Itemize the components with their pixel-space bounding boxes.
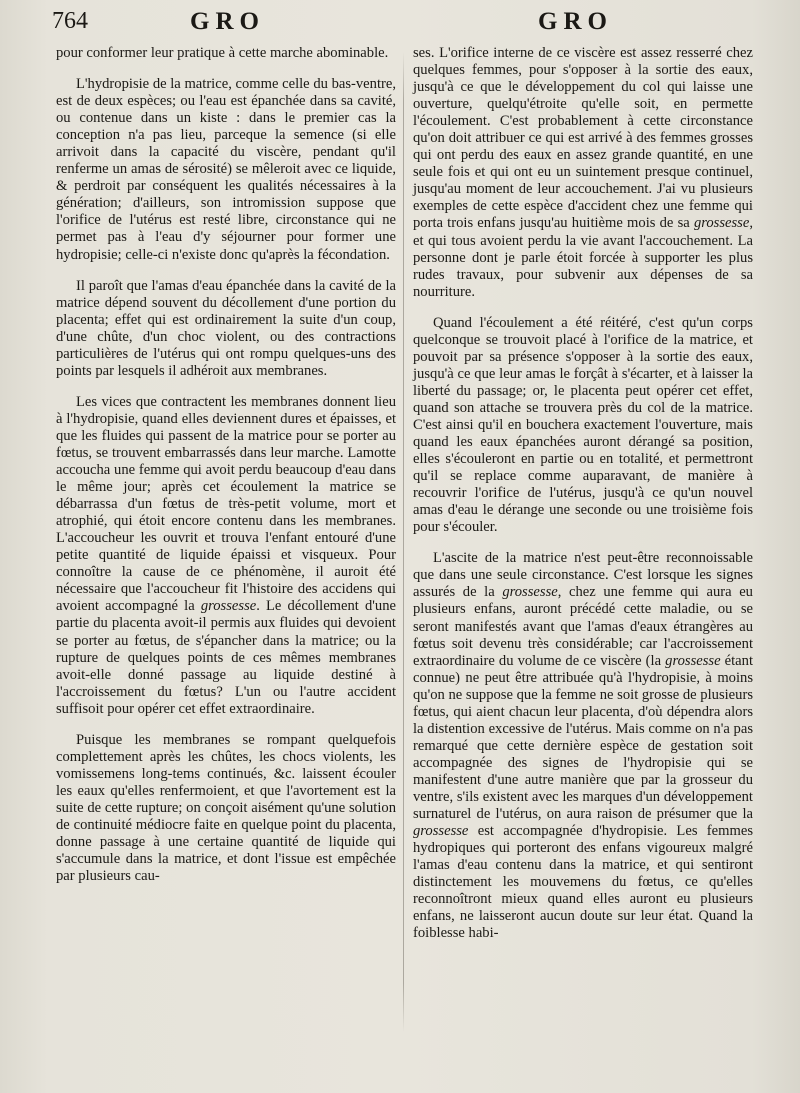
- text-run: , chez une femme qui aura eu plusieurs enfans, auront précédé cette maladie, ou se seront manifestés avant que l'amas d'eaux étrangères au fœtus soit devenu très considérable; car l'accroissement extraordinaire du volume de ce viscère (la: [413, 584, 753, 669]
- paragraph: L'hydropisie de la matrice, comme celle du bas-ventre, est de deux espèces; ou l'eau est épanchée dans sa cavité, ou contenue dans un kiste : dans le premier cas la conception n'a pas lieu, parceque la semence (si elle arrivoit dans la capacité du viscère, pendant qu'il renferme un amas de sérosité) se mêleroit avec ce liquide, & perdroit par conséquent les qualités nécessaires à la génération; d'ailleurs, son intromission suppose que l'orifice de l'utérus est resté libre, circonstance qui ne permet pas à l'eau d'y séjourner pour former une hydropisie; celle-ci n'existe donc qu'après la fécondation.: [56, 76, 396, 263]
- italic-term: grossesse: [665, 652, 721, 669]
- running-head-left: GRO: [190, 8, 265, 35]
- paragraph: [56, 394, 396, 718]
- paragraph: Il paroît que l'amas d'eau épanchée dans la cavité de la matrice dépend souvent du décollement d'une portion du placenta; effet qui est ordinairement la suite d'un coup, d'une chûte, d'un choc violent, ou des contractions particulières de l'utérus qui ont rompu quelques-uns des points par lesquels il adhéroit aux membranes.: [56, 277, 396, 379]
- text-run: L'ascite de la matrice n'est peut-être reconnoissable que dans une seule circonstance. C'est lorsque les signes assurés de la: [413, 550, 753, 601]
- italic-term: grossesse: [693, 215, 750, 232]
- text-run: ses. L'orifice interne de ce viscère est assez resserré chez quelques femmes, pour s'opposer à la sortie des eaux, jusqu'à ce que le développement du col qui laisse une ouverture, quelqu'étroite qu'elle soit, en permette l'écoulement. C'est probablement à cette circonstance qu'on doit attribuer ce qui est arrivé à des femmes grosses qui ont perdu des eaux en assez grande quantité, en une seule fois et qui ont eu un suintement presque continuel, jusqu'au moment de leur accouchement. J'ai vu plusieurs exemples de cette espèce d'accident chez une femme qui porta trois enfans jusqu'au huitième mois de sa: [413, 45, 753, 232]
- paragraph: [413, 550, 753, 942]
- text-run: , et qui tous avoient perdu la vie avant l'accouchement. La personne dont je parle étoit forcée à supporter les plus rudes travaux, pour subvenir aux dépenses de sa nourriture.: [413, 215, 753, 300]
- italic-term: grossesse: [413, 823, 469, 840]
- text-run: Les vices que contractent les membranes donnent lieu à l'hydropisie, quand elles deviennent dures et épaisses, et que les fluides qui passent de la matrice pour se porter au fœtus, se trouvent embarrassés dans leur marche. Lamotte accoucha une femme qui avoit perdu beaucoup d'eau dans le même jour; après cet écoulement la matrice se débarrassa d'un fœtus de très-petit volume, mort et atrophié, qui étoit encore contenu dans les membranes. L'accoucheur les ouvrit et trouva l'enfant entouré d'une petite quantité de liquide épaissi et visqueux. Pour connoître la cause de ce phénomène, il auroit été nécessaire que l'accoucheur fit l'histoire des accidens qui avoient accompagné la: [56, 393, 396, 615]
- paragraph: Quand l'écoulement a été réitéré, c'est qu'un corps quelconque se trouvoit placé à l'orifice de la matrice, et pouvoit par sa présence s'opposer à la sortie des eaux, jusqu'à ce que leur amas le forçât à s'écarter, et à laisser la liberté du passage; or, le placenta peut opérer cet effet, quand son attache se trouvera près du col de la matrice. C'est ainsi qu'il en bouchera exactement l'ouverture, mais quand les eaux épanchées auront dérangé sa position, elles s'écouleront en partie ou en totalité, et permettront qu'il se replace comme auparavant, de manière à recouvrir l'orifice de l'utérus, jusqu'à ce qu'un nouvel amas d'eau le dérange une seconde ou une troisième fois pour s'écouler.: [413, 314, 753, 536]
- page-header: [0, 6, 800, 40]
- paragraph: Puisque les membranes se rompant quelquefois complettement après les chûtes, les chocs violents, les vomissemens long-tems continués, &c. laissent écouler les eaux qu'elles renfermoient, et que l'avortement est la suite de cette rupture; on conçoit aisément qu'une solution de continuité médiocre faite en quelque point du placenta, donne passage à une certaine quantité de liquide qui s'accumule dans la matrice, et dont l'issue est empêchée par plusieurs cau-: [56, 731, 396, 885]
- running-head-right: GRO: [538, 8, 613, 35]
- italic-term: grossesse: [502, 584, 558, 601]
- text-run: . Le décollement d'une partie du placenta avoit-il permis aux fluides qui devoient se porter au fœtus, de s'épancher dans la matrice; ou la rupture de quelques points de ces mêmes membranes avoit-elle donné passage au liquide destiné à l'accroissement du fœtus? L'un ou l'autre accident suffisoit pour opérer cet effet extraordinaire.: [56, 598, 396, 717]
- paragraph: pour conformer leur pratique à cette marche abominable.: [56, 45, 389, 61]
- right-column: [413, 45, 753, 942]
- paragraph: [413, 45, 753, 301]
- text-run: étant connue) ne peut être attribuée qu'à l'hydropisie, à moins qu'on ne suppose que la femme ne soit grosse de plusieurs fœtus, qui aient chacun leur placenta, d'où dépendra alors la distention excessive de l'utérus. Mais comme on n'a pas remarqué que cette dernière espèce de gestation soit accompagnée des signes de l'hydropisie qui se manifestent d'une autre manière que par la grosseur du ventre, s'ils existent avec les marques d'un développement surnaturel de l'utérus, on aura raison de présumer que la: [413, 652, 753, 823]
- page-number: 764: [52, 8, 88, 34]
- italic-term: grossesse: [200, 598, 257, 615]
- text-run: est accompagnée d'hydropisie. Les femmes hydropiques qui porteront des enfans vigoureux malgré l'amas d'eau contenu dans la matrice, et qui sentiront distinctement les mouvemens du fœtus, ce qu'elles reconnoîtront mieux quand elles auront eu plusieurs enfans, ne laisseront aucun doute sur leur état. Quand la foiblesse habi-: [413, 823, 753, 942]
- column-divider: [403, 52, 404, 1032]
- left-column: [56, 45, 396, 885]
